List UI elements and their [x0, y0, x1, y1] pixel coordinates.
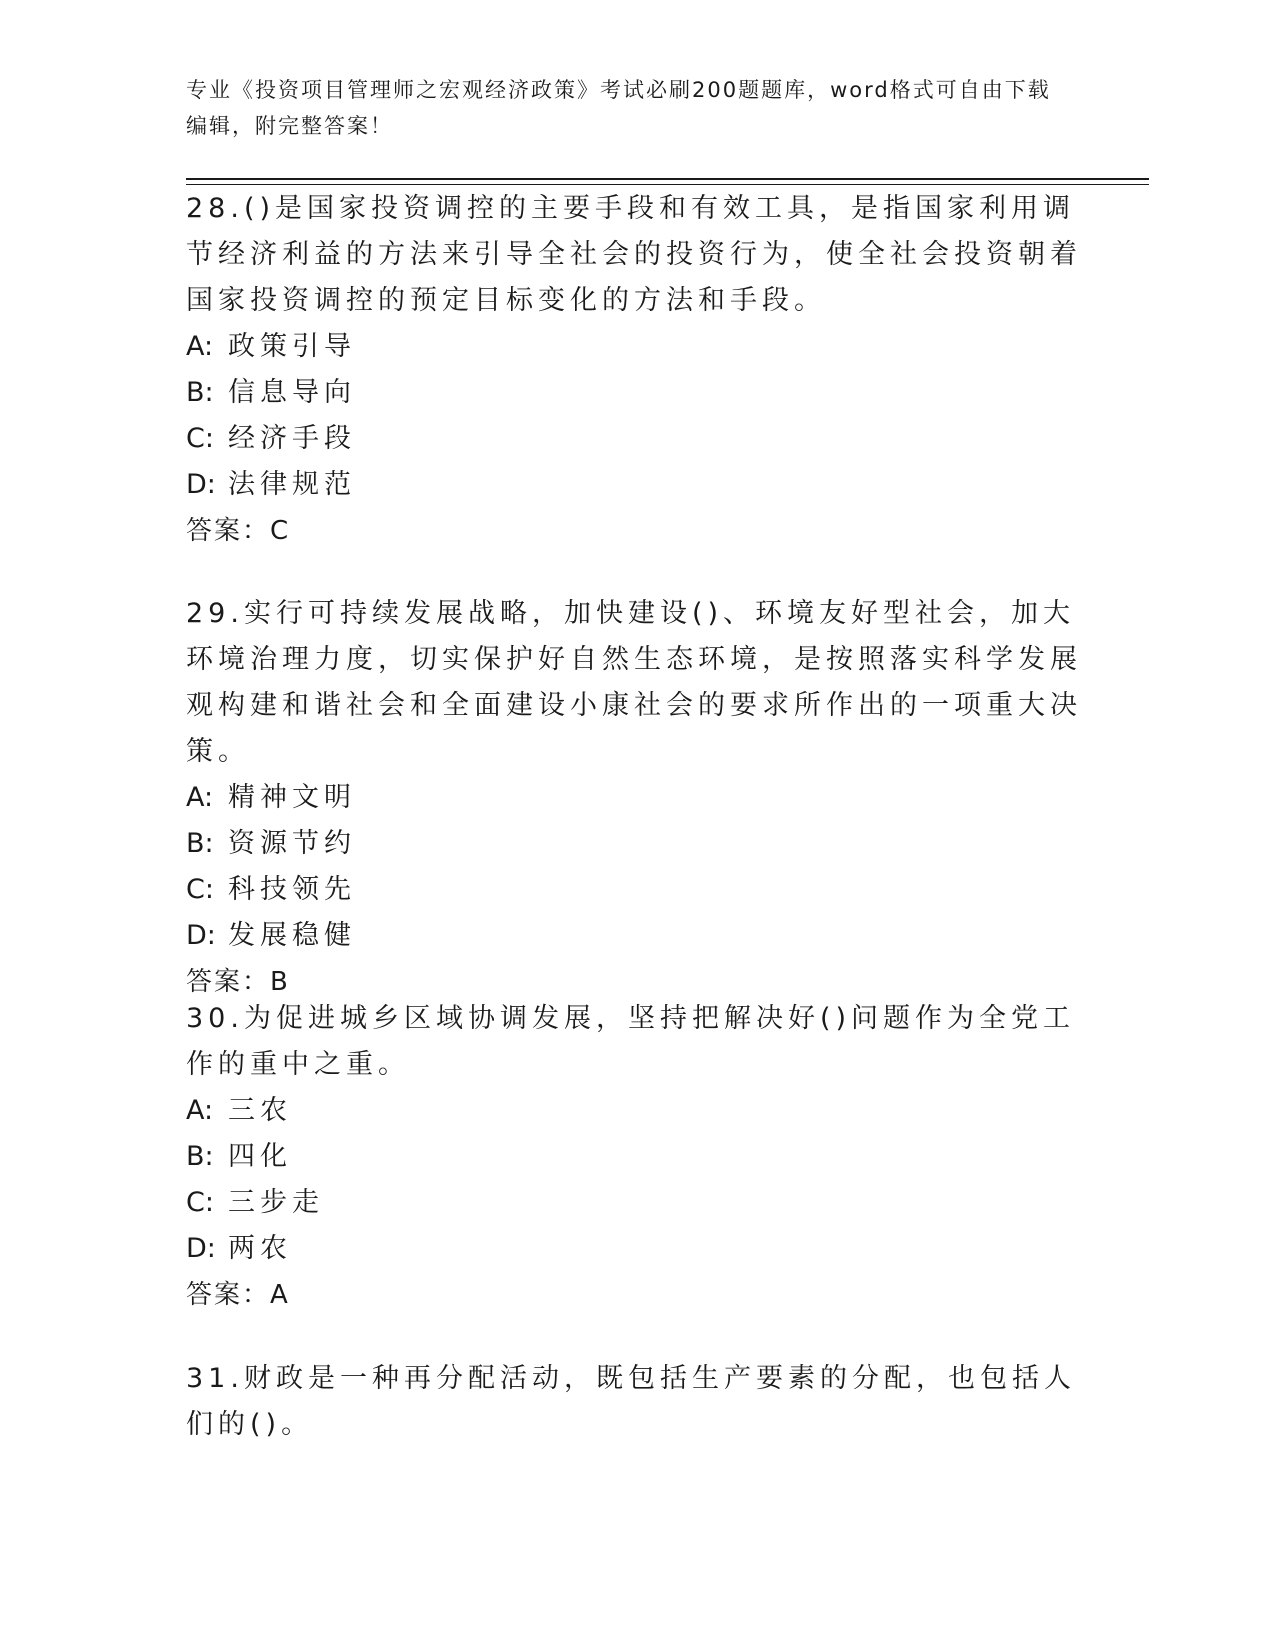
- option-d: [186, 1226, 1086, 1272]
- option-c: [186, 867, 1086, 913]
- option-key: D:: [186, 469, 216, 500]
- option-key: C:: [186, 423, 214, 454]
- option-text: 两农: [228, 1233, 292, 1264]
- question-28: [186, 186, 1086, 554]
- header-rule-thick: [186, 178, 1149, 180]
- option-d: [186, 462, 1086, 508]
- option-d: [186, 913, 1086, 959]
- option-text: 发展稳健: [228, 920, 356, 951]
- option-text: 信息导向: [228, 377, 356, 408]
- option-text: 资源节约: [228, 828, 356, 859]
- option-text: 科技领先: [228, 874, 356, 905]
- option-a: [186, 775, 1086, 821]
- option-key: B:: [186, 1141, 214, 1172]
- option-b: [186, 821, 1086, 867]
- option-key: B:: [186, 828, 214, 859]
- option-key: C:: [186, 874, 214, 905]
- option-key: B:: [186, 377, 214, 408]
- answer-line: 答案：B: [186, 967, 290, 997]
- option-a: [186, 1088, 1086, 1134]
- question-stem: 29.实行可持续发展战略，加快建设()、环境友好型社会，加大环境治理力度，切实保护好自然生态环境，是按照落实科学发展观构建和谐社会和全面建设小康社会的要求所作出的一项重大决策。: [186, 598, 1082, 767]
- option-b: [186, 1134, 1086, 1180]
- option-key: D:: [186, 1233, 216, 1264]
- question-stem: 28.()是国家投资调控的主要手段和有效工具，是指国家利用调节经济利益的方法来引导全社会的投资行为，使全社会投资朝着国家投资调控的预定目标变化的方法和手段。: [186, 193, 1082, 316]
- answer-line: 答案：A: [186, 1280, 290, 1310]
- option-text: 法律规范: [228, 469, 356, 500]
- question-stem: 30.为促进城乡区域协调发展，坚持把解决好()问题作为全党工作的重中之重。: [186, 1003, 1076, 1080]
- option-c: [186, 1180, 1086, 1226]
- option-key: A:: [186, 331, 214, 362]
- question-29: [186, 591, 1086, 1005]
- option-key: A:: [186, 782, 214, 813]
- header-rule-thin: [186, 184, 1149, 185]
- option-text: 精神文明: [228, 782, 356, 813]
- answer-line: 答案：C: [186, 516, 291, 546]
- option-text: 四化: [228, 1141, 292, 1172]
- question-stem: 31.财政是一种再分配活动，既包括生产要素的分配，也包括人们的()。: [186, 1363, 1076, 1440]
- document-header: 专业《投资项目管理师之宏观经济政策》考试必刷200题题库，word格式可自由下载编辑，附完整答案！: [186, 78, 1051, 138]
- option-text: 政策引导: [228, 331, 356, 362]
- option-key: C:: [186, 1187, 214, 1218]
- option-a: [186, 324, 1086, 370]
- option-key: D:: [186, 920, 216, 951]
- option-text: 三农: [228, 1095, 292, 1126]
- question-30: [186, 996, 1086, 1318]
- option-text: 三步走: [228, 1187, 324, 1218]
- option-key: A:: [186, 1095, 214, 1126]
- question-31: [186, 1356, 1086, 1448]
- option-c: [186, 416, 1086, 462]
- option-b: [186, 370, 1086, 416]
- option-text: 经济手段: [228, 423, 356, 454]
